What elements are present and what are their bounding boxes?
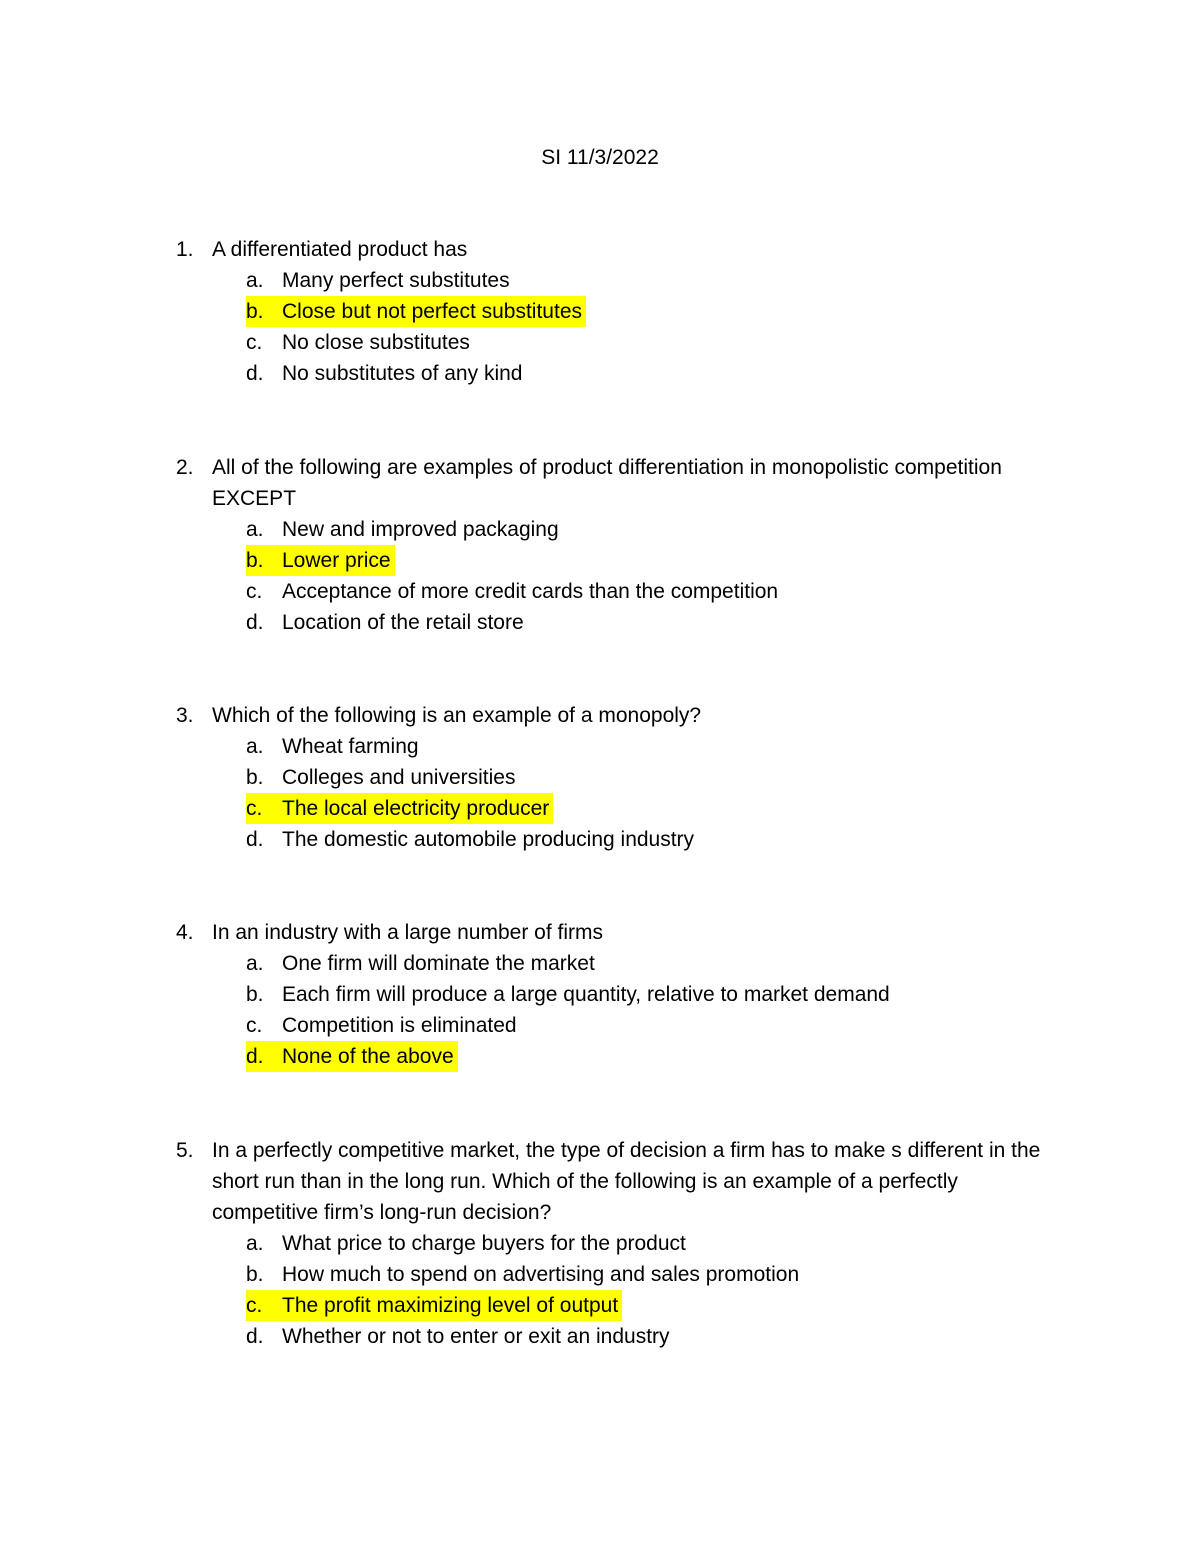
option-letter: b. [246,766,264,789]
question-text: All of the following are examples of product differentiation in monopolistic competition EXCEPT [212,456,1002,510]
answer-options [176,1228,1056,1352]
question-stem [176,700,1056,731]
question-number: 2. [176,456,194,479]
option-c [176,1010,1056,1041]
question-number: 5. [176,1139,194,1162]
option-letter: c. [246,1014,263,1037]
option-letter: d. [246,611,264,634]
question-number: 1. [176,238,194,261]
option-c [176,327,1056,358]
option-letter: d. [246,828,264,851]
option-letter: c. [246,797,263,820]
question-4 [176,917,1056,1072]
option-text: Many perfect substitutes [282,269,510,292]
answer-options [176,948,1056,1072]
answer-options [176,265,1056,389]
option-a [176,265,1056,296]
question-2 [176,452,1056,638]
option-text: No close substitutes [282,331,470,354]
page-title: SI 11/3/2022 [541,146,659,169]
option-text: None of the above [282,1045,454,1068]
option-text: The domestic automobile producing industry [282,828,695,851]
option-text: Whether or not to enter or exit an industry [282,1325,670,1348]
option-text: One firm will dominate the market [282,952,595,975]
question-stem [176,1135,1056,1228]
option-text: Close but not perfect substitutes [282,300,582,323]
option-b-highlighted [176,545,1056,576]
option-c-highlighted [176,1290,1056,1321]
question-stem [176,234,1056,265]
option-letter: a. [246,269,264,292]
question-text: In an industry with a large number of firms [212,921,604,944]
question-number: 3. [176,704,194,727]
option-letter: d. [246,1325,264,1348]
option-letter: a. [246,518,264,541]
option-letter: a. [246,1232,264,1255]
option-text: Location of the retail store [282,611,524,634]
option-text: How much to spend on advertising and sales promotion [282,1263,800,1286]
option-letter: b. [246,549,264,572]
answer-options [176,731,1056,855]
question-text: In a perfectly competitive market, the type of decision a firm has to make s different in the short run than in the long run. Which of the following is an example of a perfectly competitive firm’s long-run decision? [212,1139,1041,1224]
option-text: The local electricity producer [282,797,550,820]
option-b [176,762,1056,793]
option-c-highlighted [176,793,1056,824]
option-d [176,824,1056,855]
option-letter: c. [246,1294,263,1317]
option-letter: a. [246,735,264,758]
option-text: Wheat farming [282,735,419,758]
option-b [176,979,1056,1010]
option-text: Colleges and universities [282,766,516,789]
question-text: A differentiated product has [212,238,468,261]
option-d [176,607,1056,638]
option-b [176,1259,1056,1290]
question-3 [176,700,1056,855]
option-text: New and improved packaging [282,518,559,541]
option-letter: b. [246,300,264,323]
option-letter: a. [246,952,264,975]
option-letter: c. [246,331,263,354]
option-text: Competition is eliminated [282,1014,517,1037]
option-letter: d. [246,362,264,385]
option-a [176,731,1056,762]
option-a [176,514,1056,545]
option-letter: b. [246,1263,264,1286]
question-number: 4. [176,921,194,944]
option-text: Acceptance of more credit cards than the competition [282,580,779,603]
question-1 [176,234,1056,389]
option-text: What price to charge buyers for the product [282,1232,686,1255]
question-stem [176,917,1056,948]
option-text: No substitutes of any kind [282,362,523,385]
option-text: Lower price [282,549,391,572]
question-5 [176,1135,1056,1352]
option-d [176,1321,1056,1352]
option-letter: c. [246,580,263,603]
option-letter: b. [246,983,264,1006]
question-text: Which of the following is an example of a monopoly? [212,704,702,727]
question-stem [176,452,1056,514]
option-c [176,576,1056,607]
option-letter: d. [246,1045,264,1068]
answer-options [176,514,1056,638]
option-text: Each firm will produce a large quantity, relative to market demand [282,983,890,1006]
option-a [176,1228,1056,1259]
option-a [176,948,1056,979]
option-b-highlighted [176,296,1056,327]
option-text: The profit maximizing level of output [282,1294,619,1317]
option-d-highlighted [176,1041,1056,1072]
option-d [176,358,1056,389]
